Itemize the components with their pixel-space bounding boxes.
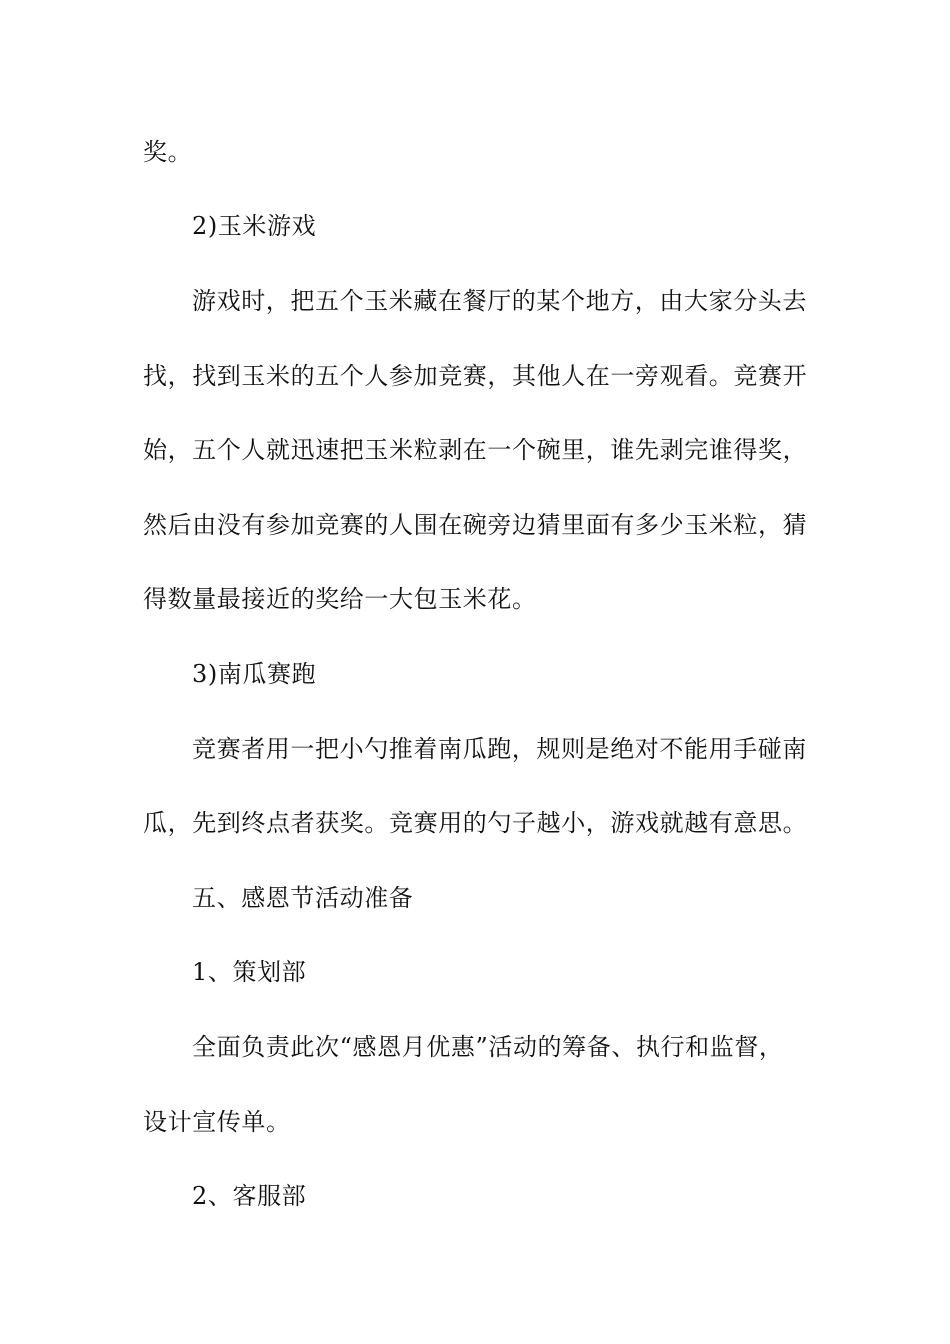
paragraph-line: 得数量最接近的奖给一大包玉米花。 <box>143 585 537 613</box>
paragraph-line: 找，找到玉米的五个人参加竞赛，其他人在一旁观看。竞赛开 <box>143 362 808 390</box>
paragraph-line: 然后由没有参加竞赛的人围在碗旁边猜里面有多少玉米粒，猜 <box>143 511 808 539</box>
paragraph-line: 瓜，先到终点者获奖。竞赛用的勺子越小，游戏就越有意思。 <box>143 809 808 837</box>
subsection-heading-planning: 1、策划部 <box>192 958 307 986</box>
paragraph-line: 设计宣传单。 <box>143 1108 291 1136</box>
section-heading-corn-game: 2)玉米游戏 <box>192 212 317 240</box>
paragraph-line: 竞赛者用一把小勺推着南瓜跑，规则是绝对不能用手碰南 <box>192 735 807 763</box>
paragraph-line: 始，五个人就迅速把玉米粒剥在一个碗里，谁先剥完谁得奖， <box>143 436 808 464</box>
subsection-heading-customer-service: 2、客服部 <box>192 1182 307 1210</box>
section-heading-pumpkin-race: 3)南瓜赛跑 <box>192 660 317 688</box>
section-heading-preparation: 五、感恩节活动准备 <box>192 884 414 912</box>
paragraph-continuation: 奖。 <box>143 138 193 166</box>
paragraph-line: 全面负责此次“感恩月优惠”活动的筹备、执行和监督， <box>192 1033 784 1061</box>
paragraph-line: 游戏时，把五个玉米藏在餐厅的某个地方，由大家分头去 <box>192 287 807 315</box>
